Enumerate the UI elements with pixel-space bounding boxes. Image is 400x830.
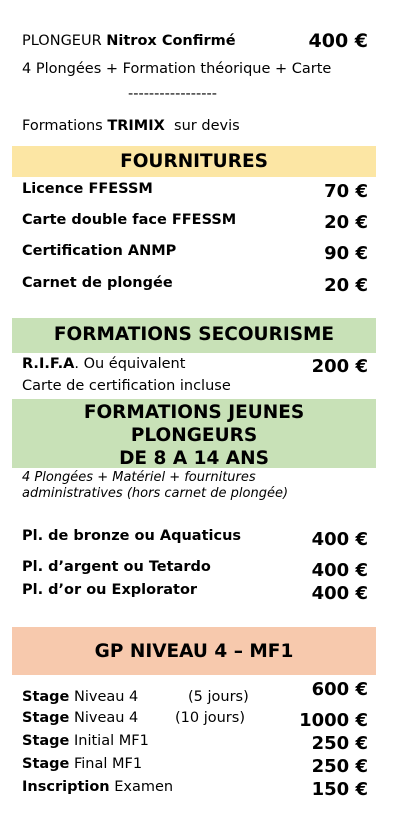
secourisme-title: FORMATIONS SECOURISME: [53, 324, 335, 345]
jeunes-desc-line1: 4 Plongées + Matériel + fournitures: [22, 470, 256, 485]
n4-price-3: 250 €: [311, 756, 368, 777]
n4-item-4-rest: Examen: [109, 779, 174, 795]
fourniture-price-1: 20 €: [324, 212, 368, 233]
fourniture-label-2: Certification ANMP: [22, 243, 177, 259]
n4-price-0: 600 €: [311, 679, 368, 700]
fourniture-price-2: 90 €: [324, 243, 368, 264]
n4-item-0: [22, 689, 138, 705]
n4-item-1: [22, 710, 138, 726]
jeunes-title-line1: FORMATIONS JEUNES: [83, 402, 305, 423]
nitrox-price: 400 €: [308, 30, 368, 52]
trimix-bold: TRIMIX: [107, 118, 165, 134]
n4-item-2-rest: Initial MF1: [69, 733, 149, 749]
jeune-label-1: Pl. d’argent ou Tetardo: [22, 559, 211, 575]
rifa-price: 200 €: [311, 356, 368, 377]
jeune-price-0: 400 €: [311, 529, 368, 550]
n4-item-0-bold: Stage: [22, 689, 70, 705]
n4-item-4: [22, 779, 173, 795]
rifa-bold: R.I.F.A: [22, 356, 75, 372]
n4-item-1-detail: (10 jours): [175, 710, 245, 726]
nitrox-title: [22, 33, 236, 49]
n4-item-3-rest: Final MF1: [69, 756, 143, 772]
nitrox-title-bold: Nitrox Confirmé: [106, 33, 236, 49]
n4-item-3-bold: Stage: [22, 756, 70, 772]
n4-item-1-bold: Stage: [22, 710, 70, 726]
trimix-prefix: Formations: [22, 118, 108, 134]
n4-item-0-detail: (5 jours): [188, 689, 249, 705]
rifa-rest: . Ou équivalent: [74, 356, 186, 372]
n4-item-0-rest: Niveau 4: [69, 689, 139, 705]
separator: -----------------: [128, 86, 217, 102]
rifa-note: Carte de certification incluse: [22, 378, 231, 394]
jeunes-title-line3: DE 8 A 14 ANS: [119, 448, 269, 469]
trimix-suffix: sur devis: [164, 118, 240, 134]
nitrox-title-prefix: PLONGEUR: [22, 33, 107, 49]
nitrox-description: 4 Plongées + Formation théorique + Carte: [22, 61, 332, 77]
jeunes-title-line2: PLONGEURS: [130, 425, 258, 446]
fourniture-price-0: 70 €: [324, 181, 368, 202]
n4-price-2: 250 €: [311, 733, 368, 754]
jeune-price-1: 400 €: [311, 560, 368, 581]
n4-price-1: 1000 €: [299, 710, 368, 731]
jeunes-desc-line2: administratives (hors carnet de plongée): [22, 486, 289, 501]
fourniture-label-0: Licence FFESSM: [22, 181, 153, 197]
n4-item-2: [22, 733, 149, 749]
n4-item-3: [22, 756, 142, 772]
jeune-label-2: Pl. d’or ou Explorator: [22, 582, 198, 598]
fourniture-price-3: 20 €: [324, 275, 368, 296]
trimix-line: [22, 118, 240, 134]
n4-item-4-bold: Inscription: [22, 779, 110, 795]
n4-price-4: 150 €: [311, 779, 368, 800]
rifa-line: [22, 356, 185, 372]
fourniture-label-1: Carte double face FFESSM: [22, 212, 237, 228]
jeune-label-0: Pl. de bronze ou Aquaticus: [22, 528, 242, 544]
fourniture-label-3: Carnet de plongée: [22, 275, 173, 291]
jeunes-title: [12, 401, 376, 470]
n4-item-2-bold: Stage: [22, 733, 70, 749]
fournitures-title: FOURNITURES: [120, 151, 268, 172]
n4-item-1-rest: Niveau 4: [69, 710, 139, 726]
jeune-price-2: 400 €: [311, 583, 368, 604]
niveau4-title: GP NIVEAU 4 – MF1: [94, 641, 294, 662]
